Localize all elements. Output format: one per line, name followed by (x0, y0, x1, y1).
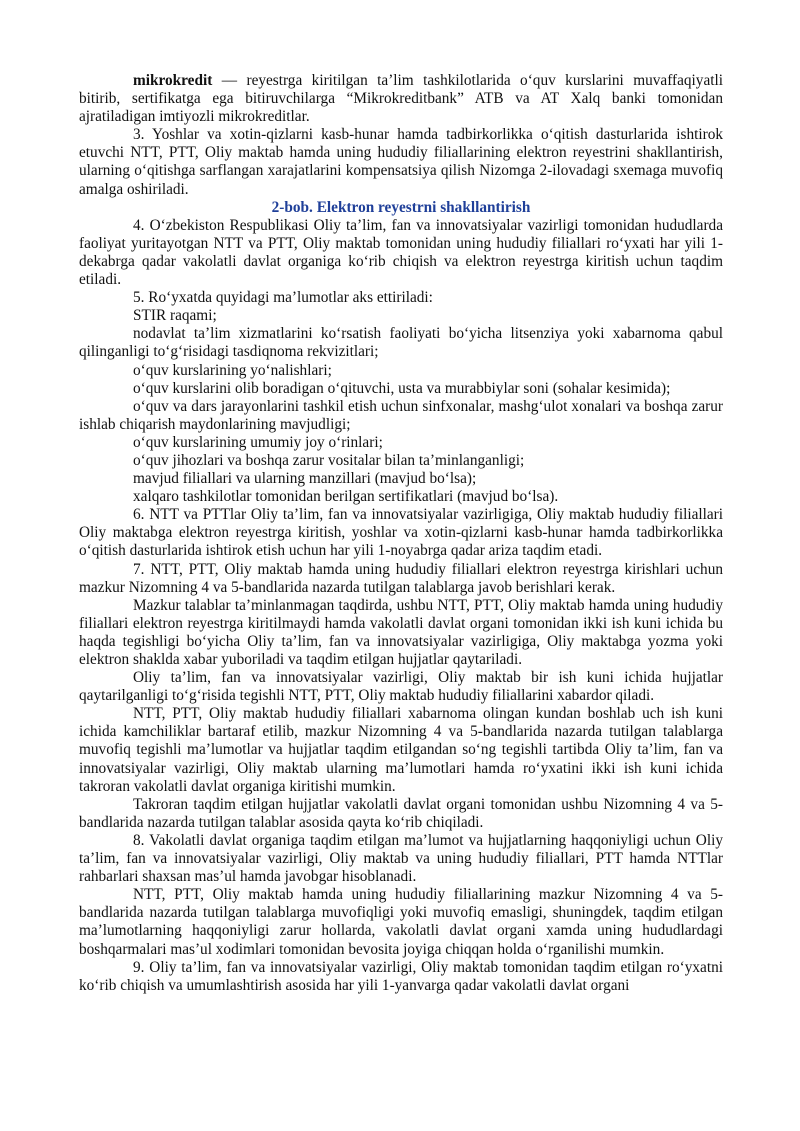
list-item: o‘quv jihozlari va boshqa zarur vositalar bilan ta’minlanganligi; (133, 451, 525, 469)
list-item: STIR raqami; (133, 307, 217, 325)
paragraph: 6. NTT va PTTlar Oliy ta’lim, fan va innovatsiyalar vazirligiga, Oliy maktab hududiy filiallari Oliy maktabga elektron reyestrga kiritish, yoshlar va xotin-qizlarni kasb-hunar hamda tadbirkorlikka o‘qitish dasturlarida ishtirok etish uchun har yili 1-noyabrga qadar ariza taqdim etadi. (79, 506, 723, 560)
list-item: o‘quv kurslarining umumiy joy o‘rinlari; (133, 433, 383, 451)
paragraph: NTT, PTT, Oliy maktab hududiy filiallari xabarnoma olingan kundan boshlab uch ish kuni ichida kamchiliklar bartaraf etilib, mazkur Nizomning 4 va 5-bandlarida nazarda tutilgan talablarga muvofiq tegishli ma’lumotlar va hujjatlar taqdim etilgandan so‘ng tegishli tartibda Oliy ta’lim, fan va innovatsiyalar vazirligi, Oliy maktab ularning ma’lumotlari hamda ro‘yxatini ikki ish kuni ichida takroran vakolatli davlat organiga kiritishi mumkin. (79, 705, 723, 795)
definition-term: mikrokredit (133, 72, 213, 89)
definition-paragraph (79, 72, 723, 126)
list-item: o‘quv kurslarining yo‘nalishlari; (133, 361, 332, 379)
paragraph: 9. Oliy ta’lim, fan va innovatsiyalar vazirligi, Oliy maktab tomonidan taqdim etilgan ro‘yxatni ko‘rib chiqish va umumlashtirish asosida har yili 1-yanvarga qadar vakolatli davlat organi (79, 958, 723, 994)
definition-text: — reyestrga kiritilgan ta’lim tashkilotlarida o‘quv kurslarini muvaffaqiyatli bitirib, sertifikatga ega bitiruvchilarga “Mikrokreditbank” ATB va AT Xalq banki tomonidan ajratiladigan imtiyozli mikrokreditlar. (79, 72, 723, 126)
list-item: xalqaro tashkilotlar tomonidan berilgan sertifikatlari (mavjud bo‘lsa). (133, 488, 559, 506)
chapter-heading: 2-bob. Elektron reyestrni shakllantirish (271, 198, 531, 216)
paragraph: NTT, PTT, Oliy maktab hamda uning hududiy filiallarining mazkur Nizomning 4 va 5-bandlarida nazarda tutilgan talablarga muvofiqligi yoki muvofiq emasligi, shuningdek, taqdim etilgan ma’lumotlarning haqqoniyligi zarur hollarda, vakolatli davlat organi xamda uning hududlardagi boshqarmalari mas’ul xodimlari tomonidan bevosita joyiga chiqqan holda o‘rganilishi mumkin. (79, 886, 723, 958)
list-item: nodavlat ta’lim xizmatlarini ko‘rsatish faoliyati bo‘yicha litsenziya yoki xabarnoma qabul qilinganligi to‘g‘risidagi tasdiqnoma rekvizitlari; (79, 325, 723, 361)
paragraph: 8. Vakolatli davlat organiga taqdim etilgan ma’lumot va hujjatlarning haqqoniyligi uchun Oliy ta’lim, fan va innovatsiyalar vazirligi, Oliy maktab va uning hududiy filiallari, PTT hamda NTTlar rahbarlari shaxsan mas’ul hamda javobgar hisoblanadi. (79, 831, 723, 886)
document-page (79, 72, 723, 995)
paragraph: Takroran taqdim etilgan hujjatlar vakolatli davlat organi tomonidan ushbu Nizomning 4 va 5-bandlarida nazarda tutilgan talablar asosida qayta ko‘rib chiqiladi. (79, 795, 723, 831)
list-item: mavjud filiallari va ularning manzillari (mavjud bo‘lsa); (133, 470, 477, 488)
paragraph: Oliy ta’lim, fan va innovatsiyalar vazirligi, Oliy maktab bir ish kuni ichida hujjatlar qaytarilganligi to‘g‘risida tegishli NTT, PTT, Oliy maktab hududiy filiallarini xabardor qiladi. (79, 669, 723, 705)
paragraph: 4. O‘zbekiston Respublikasi Oliy ta’lim, fan va innovatsiyalar vazirligi tomonidan hududlarda faoliyat yuritayotgan NTT va PTT, Oliy maktab tomonidan uning hududiy filiallari ro‘yxati har yili 1-dekabrga qadar vakolatli davlat organiga ko‘rib chiqish va elektron reyestrga kiritish uchun taqdim etiladi. (79, 216, 723, 289)
paragraph-3: 3. Yoshlar va xotin-qizlarni kasb-hunar hamda tadbirkorlikka o‘qitish dasturlarida ishtirok etuvchi NTT, PTT, Oliy maktab hamda uning hududiy filiallarining elektron reyestrini shakllantirish, ularning o‘qitishga sarflangan xarajatlarini kompensatsiya qilish Nizomga 2-ilovadagi sxemaga muvofiq amalga oshiriladi. (79, 126, 723, 198)
list-item: o‘quv va dars jarayonlarini tashkil etish uchun sinfxonalar, mashg‘ulot xonalari va boshqa zarur ishlab chiqarish maydonlarining mavjudligi; (79, 397, 723, 433)
paragraph: Mazkur talablar ta’minlanmagan taqdirda, ushbu NTT, PTT, Oliy maktab hamda uning hududiy filiallari elektron reyestrga kiritilmaydi hamda vakolatli davlat organi tomonidan ikki ish kuni ichida bu haqda tegishligi bo‘yicha Oliy ta’lim, fan va innovatsiyalar vazirligiga, Oliy maktabga yozma yoki elektron shaklda xabar yuboriladi va taqdim etilgan hujjatlar qaytariladi. (79, 596, 723, 668)
paragraph: 7. NTT, PTT, Oliy maktab hamda uning hududiy filiallari elektron reyestrga kirishlari uchun mazkur Nizomning 4 va 5-bandlarida nazarda tutilgan talablarga javob berishlari kerak. (79, 560, 723, 596)
paragraph: 5. Ro‘yxatda quyidagi ma’lumotlar aks ettiriladi: (133, 289, 433, 307)
list-item: o‘quv kurslarini olib boradigan o‘qituvchi, usta va murabbiylar soni (sohalar kesimida); (133, 379, 671, 397)
